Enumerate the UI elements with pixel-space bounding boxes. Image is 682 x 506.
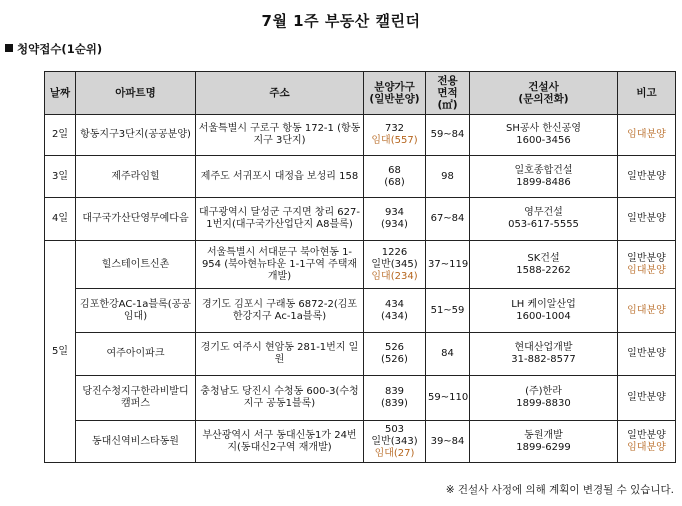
cell-addr: 제주도 서귀포시 대정읍 보성리 158: [196, 156, 364, 198]
cell-builder: (주)한라 1899-8830: [470, 376, 618, 421]
cell-builder: 일호종합건설 1899-8486: [470, 156, 618, 198]
cell-date: 2일: [45, 115, 76, 156]
header-apt: 아파트명: [76, 72, 196, 115]
cell-builder: 현대산업개발 31-882-8577: [470, 333, 618, 376]
cell-builder: 영무건설 053-617-5555: [470, 198, 618, 241]
cell-apt: 김포한강AC-1a블록(공공임대): [76, 289, 196, 333]
cell-addr: 서울특별시 구로구 항동 172-1 (항동지구 3단지): [196, 115, 364, 156]
square-bullet-icon: [5, 44, 13, 52]
section-label: 청약접수(1순위): [17, 42, 103, 56]
header-date: 날짜: [45, 72, 76, 115]
cell-area: 37~119: [426, 241, 470, 289]
cell-addr: 경기도 김포시 구래동 6872-2(김포한강지구 Ac-1a블록): [196, 289, 364, 333]
cell-area: 59~110: [426, 376, 470, 421]
calendar-table: [44, 71, 676, 463]
cell-supply: 839 (839): [364, 376, 426, 421]
cell-remark: 일반분양 임대분양: [618, 241, 676, 289]
cell-area: 98: [426, 156, 470, 198]
cell-addr: 충청남도 당진시 수청동 600-3(수청지구 공동1블록): [196, 376, 364, 421]
table-row: [45, 241, 676, 289]
table-row: [45, 115, 676, 156]
cell-apt: 대구국가산단영무예다음: [76, 198, 196, 241]
cell-apt: 동대신역비스타동원: [76, 421, 196, 463]
cell-supply: 526 (526): [364, 333, 426, 376]
table-row: [45, 156, 676, 198]
cell-area: 84: [426, 333, 470, 376]
cell-builder: SK건설 1588-2262: [470, 241, 618, 289]
cell-remark: 일반분양: [618, 156, 676, 198]
cell-addr: 서울특별시 서대문구 북아현동 1-954 (북아현뉴타운 1-1구역 주택재개발): [196, 241, 364, 289]
cell-apt: 제주라임힐: [76, 156, 196, 198]
table-row: [45, 376, 676, 421]
cell-apt: 힐스테이트신촌: [76, 241, 196, 289]
table-header-row: [45, 72, 676, 115]
header-builder: 건설사 (문의전화): [470, 72, 618, 115]
cell-remark: 일반분양: [618, 198, 676, 241]
footnote: ※ 건설사 사정에 의해 계획이 변경될 수 있습니다.: [445, 484, 674, 496]
cell-remark: 일반분양: [618, 333, 676, 376]
cell-addr: 부산광역시 서구 동대신동1가 24번지(동대신2구역 재개발): [196, 421, 364, 463]
table-row: [45, 198, 676, 241]
cell-supply: 732 임대(557): [364, 115, 426, 156]
cell-date: 5일: [45, 241, 76, 463]
table-row: [45, 289, 676, 333]
cell-addr: 경기도 여주시 현암동 281-1번지 일원: [196, 333, 364, 376]
header-addr: 주소: [196, 72, 364, 115]
cell-area: 67~84: [426, 198, 470, 241]
cell-supply: 503 일반(343) 임대(27): [364, 421, 426, 463]
cell-date: 3일: [45, 156, 76, 198]
cell-builder: SH공사 한신공영 1600-3456: [470, 115, 618, 156]
page-title: 7월 1주 부동산 캘린더: [261, 12, 421, 30]
cell-apt: 항동지구3단지(공공분양): [76, 115, 196, 156]
section-heading: [5, 41, 102, 57]
cell-remark: 일반분양: [618, 376, 676, 421]
cell-remark: 임대분양: [618, 115, 676, 156]
cell-area: 59~84: [426, 115, 470, 156]
cell-apt: 당진수청지구한라비발디 캠퍼스: [76, 376, 196, 421]
cell-remark: 임대분양: [618, 289, 676, 333]
cell-supply: 934 (934): [364, 198, 426, 241]
table-row: [45, 333, 676, 376]
cell-date: 4일: [45, 198, 76, 241]
cell-apt: 여주아이파크: [76, 333, 196, 376]
cell-area: 39~84: [426, 421, 470, 463]
cell-supply: 1226 일반(345) 임대(234): [364, 241, 426, 289]
cell-builder: LH 케이알산업 1600-1004: [470, 289, 618, 333]
cell-builder: 동원개발 1899-6299: [470, 421, 618, 463]
cell-addr: 대구광역시 달성군 구지면 창리 627-1번지(대구국가산업단지 A8블록): [196, 198, 364, 241]
cell-supply: 434 (434): [364, 289, 426, 333]
header-supply: 분양가구 (일반분양): [364, 72, 426, 115]
cell-remark: 일반분양 임대분양: [618, 421, 676, 463]
table-row: [45, 421, 676, 463]
header-area: 전용 면적 (㎡): [426, 72, 470, 115]
cell-area: 51~59: [426, 289, 470, 333]
header-remark: 비고: [618, 72, 676, 115]
cell-supply: 68 (68): [364, 156, 426, 198]
